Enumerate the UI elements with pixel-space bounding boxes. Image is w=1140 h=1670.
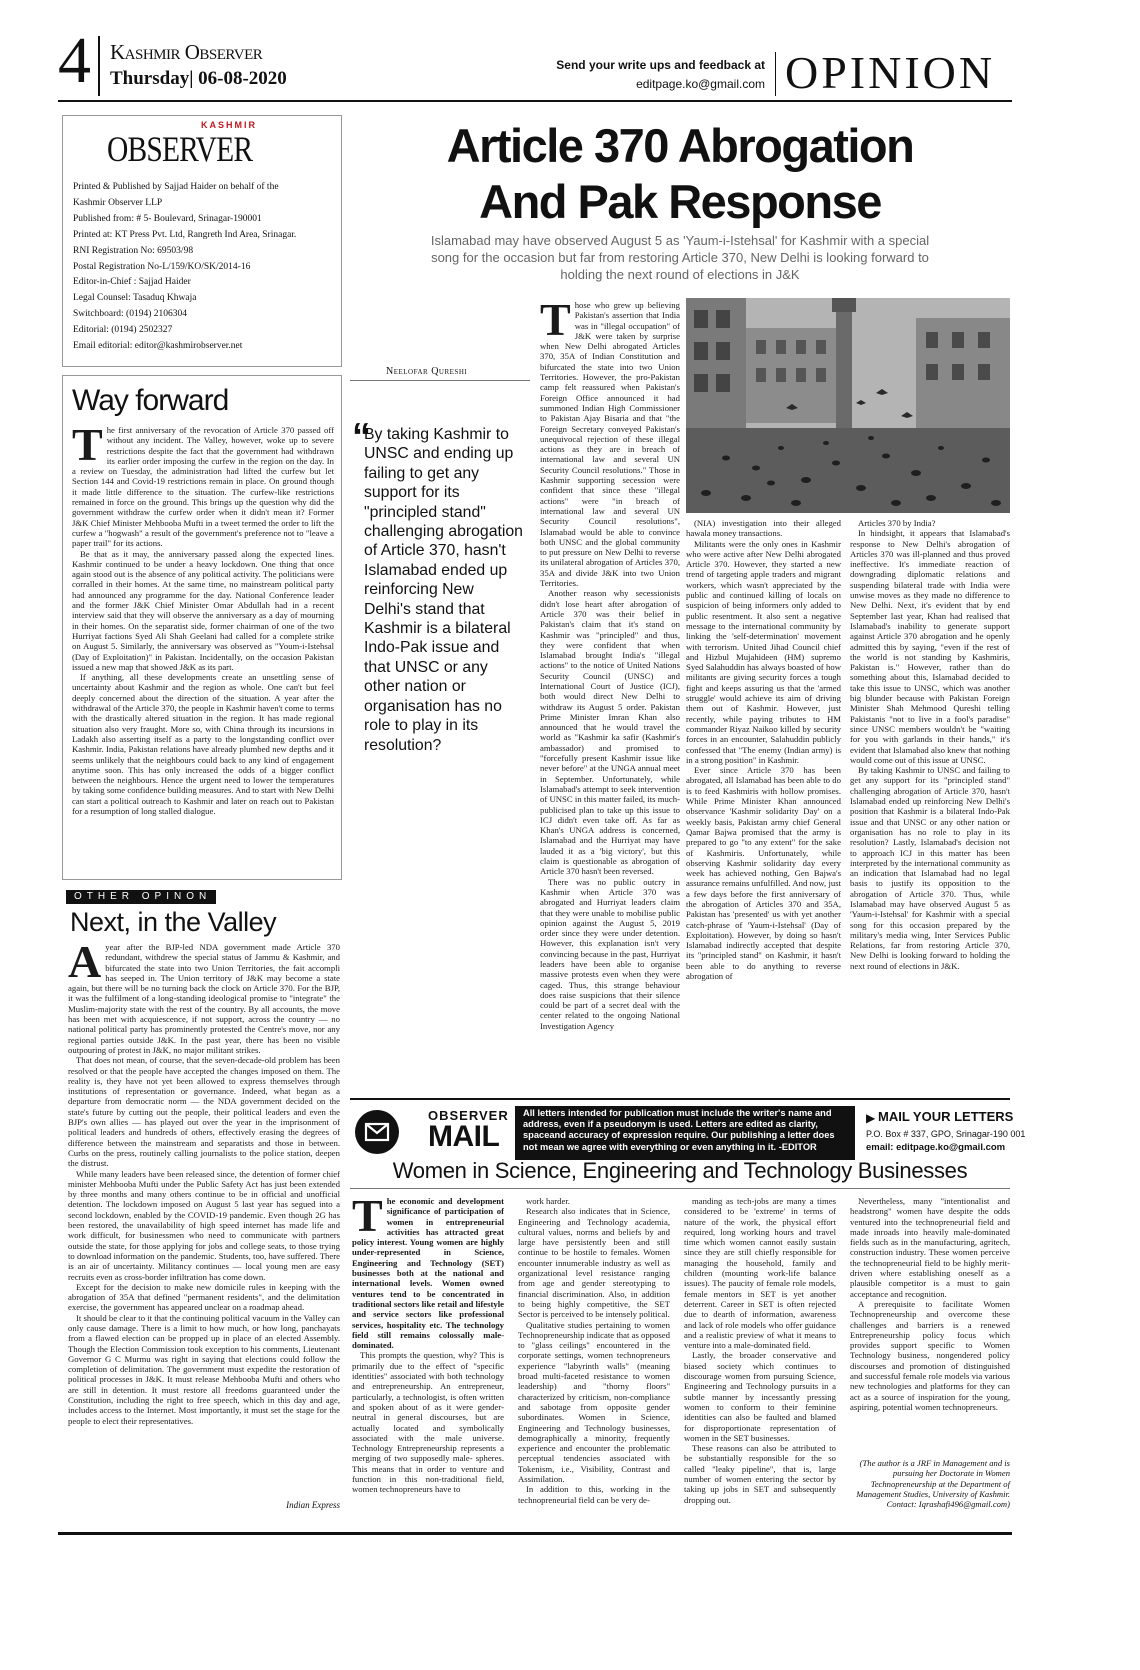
paragraph: Research also indicates that in Science, Engineering and Technology academia, cultural values, norms and beliefs by and large have persistently been and still continue to be hostile to females. Women encounter innumerable industry as well as organizational level resistance ranging from age and gender stereotyping to financial discrimination. Also, in addition to being highly competitive, the SET Sector is perceived to be intensely political. [518,1206,670,1320]
editorial-body [72,425,334,873]
paragraph: A year after the BJP-led NDA government made Article 370 redundant, withdrew the special status of Jammu & Kashmir, and bifurcated the state into two Union Territories, the fait accompli has seeped in. The Union territory of J&K may become a state again, but there will be no turning back the clock on Article 370. For the BJP, it was the fulfilment of a long-standing ideological promise to "integrate" the Muslim-majority state with the rest of the country. By all accounts, the move has been met with acquiescence, if not support, across the country — no national political party has prominently protested the Centre's move, nor any regional parties outside J&K. In the past year, there has been no visible outpouring of protest in J&K, no major militant strikes. [68,942,340,1055]
paragraph: Be that as it may, the anniversary passed along the expected lines. Kashmir continued to be under a heavy lockdown. One thing that once again stood out is the absence of any political activity. The politicians were corralled in their homes. At the same time, no mainstream political party had announced any programme for the day. National Conference leader and the former J&K Chief Minister Omar Abdullah had in a recent interview said that they will observe the anniversary as a day of mourning in their homes. On the separatist side, former chairman of one of the two Hurriyat factions Syed Ali Shah Geelani had called for a complete strike on August 5. Similarly, the anniversary was observed as "Youm-i-Istehsal (Day of Exploitation)" in Pakistan. Incidentally, on the occasion Pakistan issued a new map that showed J&K as its part. [72,548,334,672]
lead-photo [686,298,1010,513]
imprint-logo: OBSERVER [107,129,253,169]
letter-column-2 [518,1196,670,1521]
paragraph: Militants were the only ones in Kashmir who were active after New Delhi abrogated Article 370. However, they started a new trend of targeting apple traders and migrant workers, which wasn't appreciated by the public and continued killing of locals on suspicion of being informers only added to public resentment. It also sent a negative message to the international community by linking the 'self-determination' movement with terrorism. United Jihad Council chief and Hizbul Mujahideen (HM) supremo Syed Salahuddin has always boasted of how militants are giving security forces a tough fight and keeps assuring us that the 'armed struggle' would achieve its aim of driving them out of Kashmir. However, just recently, while paying tributes to HM commander Riyaz Naikoo killed by security forces in an encounter, Salahuddin publicly confessed that "The enemy (Indian army) is in a strong position" in Kashmir. [686,538,841,765]
letter-intro: The economic and development significance of participation of women in entrepreneurial activities has attracted great policy interest. Young women are highly under-represented in Science, Engineering and Technology (SET) businesses both at the national and international levels. Women owned ventures tend to be concentrated in traditional sectors like retail and lifestyle and service sectors like professional services, hospitality etc. The technology field still remains colossally male-dominated. [352,1196,504,1351]
imprint-line: Email editorial: editor@kashmirobserver.net [73,341,243,352]
feedback-email[interactable]: editpage.ko@gmail.com [636,77,765,91]
letter-column-1 [352,1196,504,1521]
other-opinion-source: Indian Express [286,1500,340,1510]
editorial-title: Way forward [72,384,229,417]
masthead-number-divider [98,36,100,96]
paragraph: Articles 370 by India? [858,518,936,528]
lead-column-3 [850,518,1010,1035]
letter-title-rule [350,1188,1010,1189]
imprint-box [62,115,342,367]
mail-arrow-icon: ▶ [866,1111,876,1125]
masthead-bottom-rule [58,100,1012,102]
mail-email[interactable]: email: editpage.ko@gmail.com [866,1142,1006,1153]
letter-title: Women in Science, Engineering and Technology Businesses [392,1158,968,1183]
other-opinion-label: OTHER OPINON [66,890,216,904]
lead-column-1 [540,300,680,1035]
other-opinion-body [68,942,340,1500]
drop-cap: A [68,942,102,987]
date-line: Thursday| 06-08-2020 [110,68,287,89]
mail-notice: All letters intended for publication must include the writer's name and address, even if a pseudonym is used. Letters are edited as clarity, spaceand accuracy of expression require. Our publishing a letter does not mean we agree with everything or even anything in it. -EDITOR [515,1106,855,1160]
paragraph: Qualitative studies pertaining to women Technopreneurship indicate that as opposed to "glass ceilings" encountered in the corporate settings, women technopreneurs experience "labyrinth walls" (meaning broad multi-faceted resistance to women leadership) and "thorny floors" characterized by criticism, non-compliance and sabotage from opposite gender subordinates. Women in Science, Engineering and Technology businesses, demographically a minority, frequently experience and encounter the problematic perceptual tendencies associated with Tokenism, i.e., Visibility, Contrast and Assimilation. [518,1319,670,1485]
mail-label-big: MAIL [428,1120,500,1153]
paragraph: That does not mean, of course, that the seven-decade-old problem has been resolved or that the people have accepted the changes imposed on them. The reality is, they have not yet been allowed to express themselves through institutions of representation or governance. Indeed, what began as a departure from democratic norm — the NDA government decided on the state's future by cutting out the people, their political leaders and even the BJP's own allies — has played out over the year in the imprisonment of political leaders and hundreds of others, effectively erasing the degrees of difference between the mainstream and separatists and those in between. Curbs on the press, routinely calling journalists to the police station, deepen the distrust. [68,1055,340,1169]
lead-headline-1: Article 370 Abrogation [446,119,914,172]
pigeons-square-photo [686,298,1010,513]
mail-label-top: OBSERVER [428,1108,509,1123]
paragraph: It should be clear to it that the continuing political vacuum in the Valley can only cause damage. There is a limit to how much, or how long, panchayats from a flawed election can be propped up in place of an elected Assembly. Though the Election Commission took exception to his comments, Lieutenant Governor G C Murmu was right in saying that elections could follow the completion of delimitation. The government must expedite the restoration of political processes in J&K. It must release Mehbooba Mufti and others who are still in detention. It must restore all freedoms guaranteed under the Constitution, including the right to free speech, which in this day and age, includes access to the Internet. Most importantly, it must set the stage for the people to elect their representatives. [68,1312,340,1426]
paragraph: A prerequisite to facilitate Women Technopreneurship and overcome these challenges and barriers is a renewed Entrepreneurship policy focus which provides support specific to Women Technology business, nongendered policy discourses and promotion of distinguished and successful female role models via various new technologies and platforms for they can act as a source of inspiration for the young, aspiring, potential women technopreneurs. [850,1298,1010,1412]
paragraph: These reasons can also be attributed to be substantially responsible for the so called "leaky pipeline", that is, large number of women entering the sector by taking up jobs in SET and subsequently dropping out. [684,1443,836,1505]
paragraph: Those who grew up believing Pakistan's assertion that India was in "illegal occupation" of J&K were taken by surprise when New Delhi abrogated Articles 370, 35A of Indian Constitution and bifurcated the state into two Union Territories. However, the pro-Pakistan camp felt reassured when Pakistan's Foreign Office announced it had summoned Indian High Commissioner to Pakistan Ajay Bisaria and that "the Foreign Secretary conveyed Pakistan's unequivocal rejection of these illegal actions as they are in breach of international law and several UN Security Council resolutions." Those in Kashmir supporting secession were confident that since these "illegal actions" were "in breach of international law and several UN Security Council resolutions", Islamabad would be able to convince both UNSC and the global community to put pressure on New Delhi to reverse its unilateral abrogation of Articles 370, 35A and divide J&K into two Union Territories. [540,300,680,589]
letter-column-4 [850,1196,1010,1458]
imprint-line: Printed at: KT Press Pvt. Ltd, Rangreth Ind Area, Srinagar. [73,229,297,240]
imprint-line: Legal Counsel: Tasaduq Khwaja [73,293,197,304]
lead-column-2 [686,518,841,1035]
imprint-line: Editor-in-Chief : Sajjad Haider [73,277,191,288]
byline: Neelofar Qureshi [386,366,468,377]
paragraph: While many leaders have been released since, the detention of former chief minister Mehbooba Mufti under the Public Safety Act has just been extended by three months and many others continue to be in official and unofficial detention. The lockdown imposed on August 5 last year has segued into a second lockdown, enabled by the COVID-19 pandemic. Even though 2G has been restored, the unavailability of high speed internet has made life and work difficult, for businessmen who need to communicate with partners outside the state, for those applying for jobs and college seats, to those trying to download information on the pandemic. Students, too, have suffered. There is an air of uncertainty. Militancy continues — local young men are easy recruits even as cross-border infiltration has come down. [68,1168,340,1282]
paragraph: The first anniversary of the revocation of Article 370 passed off without any incident. The Valley, however, woke up to severe restrictions despite the fact that the government had withdrawn its earlier order imposing the curfew in the region on the day. In a review on Tuesday, the administration had lifted the curfew but let Section 144 and Covid-19 restrictions remain in place. On ground though it made little difference to the situation. The curfew-like restrictions remained in force on the ground. This brings up the question why did the government withdraw the curfew order when it didn't mean it? Former J&K Chief Minister Mehbooba Mufti in a tweet termed the order to lift the curfew a "hogwash" a result of the government's preference not to "leave a paper trail" for its actions. [72,425,334,549]
imprint-line: RNI Registration No: 69503/98 [73,245,194,256]
pullquote: By taking Kashmir to UNSC and ending up failing to get any support for its "principled stand" challenging abrogation of Article 370, hasn't Islamabad ended up reinforcing New Delhi's stand that Kashmir is a bilateral Indo-Pak issue and that UNSC or any other nation or organisation has no role to play in its resolution? [364,426,523,754]
section-title: OPINION [785,47,996,98]
imprint-line: Editorial: (0194) 2502327 [73,325,173,336]
paragraph: Another reason why secessionists didn't lose heart after abrogation of Article 370 was their belief in Pakistan's claim that it's stand on Kashmir was "principled" and thus, they were confident that when Islamabad brought India's "illegal actions" to the notice of United Nations Security Council (UNSC) and International Court of Justice (ICJ), both would direct New Delhi to withdraw its August 5 order. Pakistan Prime Minister Imran Khan also announced that he would travel the world as "Kashmir ka safir (Kashmir's ambassador) and promised to "forcefully present Kashmir issue like never before" at the UNGA annual meet in September. Unfortunately, while Islamabad's attempt to seek intervention of UNSC in this matter failed, its much-publicised plan to take up this issue to ICJ didn't even take off. As far as Khan's UNGA address is concerned, Islamabad and the Hurriyat may have lauded it as a 'big victory', but this claim is questionable as abrogation of Article 370 hasn't been reversed. [540,588,680,877]
imprint-line: Switchboard: (0194) 2106304 [73,309,187,320]
byline-rule [350,380,530,381]
mail-envelope-icon [355,1110,399,1154]
paragraph: In addition to this, working in the technopreneurial field can be very de- [518,1484,670,1505]
paragraph: If anything, all these developments create an unsettling sense of uncertainty about Kashmir and the region as whole. One can't but feel deeply concerned about the direction of the situation. A year after the withdrawal of the Article 370, the people in Kashmir haven't come to terms with the drastically altered situation in the region. It has made regional situation also very fraught. More so, with China through its incursions in Ladakh also asserting itself as a party to the longstanding conflict over Kashmir. India, Pakistan relations have already plumbed new depths and it seems unlikely that the neighbours could back to any kind of engagement anytime soon. This has only increased the odds of a bigger conflict between the neighbours. Hence the urgent need to lower the temperatures by taking some confidence building measures. And to start with New Delhi can start a political outreach to Kashmir and later on reach out to Pakistan for a resumption of long stalled dialogue. [72,672,334,816]
paper-name: Kashmir Observer [110,40,263,64]
drop-cap: T [72,425,103,470]
mail-your-letters: MAIL YOUR LETTERS [878,1109,1014,1124]
page-number: 4 [58,24,91,97]
paragraph: Except for the decision to make new domicile rules in keeping with the abrogation of 35A that defined "permanent residents", and the delimitation exercise, the government has appeared unclear on a roadmap ahead. [68,1281,340,1313]
section-divider [775,52,776,96]
imprint-line: Kashmir Observer LLP [73,197,163,208]
other-opinion-title: Next, in the Valley [70,907,277,937]
feedback-text: Send your write ups and feedback at [556,58,765,72]
mail-address: P.O. Box # 337, GPO, Srinagar-190 001 [866,1129,1026,1139]
imprint-line: Postal Registration No-L/159/KO/SK/2014-16 [73,261,251,272]
drop-cap: T [540,300,571,345]
lead-headline-2: And Pak Response [479,175,881,228]
paragraph: In hindsight, it appears that Islamabad's response to New Delhi's abrogation of Articles 370 was ill-planned and thus proved ineffective. It's immediate reaction of downgrading diplomatic relations and suspending bilateral trade with India were unwise moves as they made no difference to New Delhi. Next, it's evident that by end September last year, Khan had realised that Islamabad's inability to generate support against Article 370 abrogation and he openly admitted this by saying, "even if the rest of the world is not standing by Kashmiris, Pakistan is." However, rather than do something about this, Islamabad decided to take this issue to UNSC, which was another big blunder because with Pakistan Foreign Minister Shah Mehmood Qureshi telling Pakistanis "not to live in a fool's paradise" since UNSC members wouldn't be "waiting for you with garlands in their hands," it's evident that Islamabad also knew that nothing would come out of this issue at UNSC. [850,528,1010,765]
imprint-logo-small: KASHMIR [201,120,257,130]
paragraph: By taking Kashmir to UNSC and failing to get any support for its "principled stand" challenging abrogation of Article 370, hasn't Islamabad ended up reinforcing New Delhi's position that Kashmir is a bilateral Indo-Pak issue and that UNSC or any other nation or organisation has no role to play in its resolution? Lastly, Islamabad's decision not to approach ICJ in this matter has been interpreted by the international community as an indication that Islamabad had no legal basis to justify its opposition to the abrogation of Article 370. Thus, while Islamabad may have observed August 5 as 'Yaum-i-Istehsal' for Kashmir with a special song for this occasion prepared by the military's media wing, Inter Services Public Relations, far from restoring Article 370, New Delhi is looking forward to holding the next round of elections in J&K. [850,765,1010,971]
letter-column-3 [684,1196,836,1521]
paragraph: Nevertheless, many "intentionalist and headstrong" women have despite the odds ventured into the technopreneurial field and made inroads into heavily male-dominated fields such as in the manufacturing, agritech, construction industry. These women perceive the technopreneurial field to be highly merit-driven where establishing oneself as a plausible competitor is a must to gain acceptance and recognition. [850,1196,1010,1299]
paragraph: This prompts the question, why? This is primarily due to the effect of "specific identities" associated with both technology and entrepreneurship. An entrepreneur, particularly, a technologist, is often written and spoken about of as it were gender-neutral in general discourses, but are actually located and symbolically associated with the male universe. Technology Entrepreneurship represents a merging of two supposedly male- spheres. This means that in order to venture and function in this non-traditional field, women technopreneurs have to [352,1350,504,1495]
mail-top-rule [350,1098,1010,1100]
imprint-line: Published from: # 5- Boulevard, Srinagar-190001 [73,213,262,224]
pullquote-mark: “ [352,416,371,458]
letter-author-note: (The author is a JRF in Management and is pursuing her Doctorate in Women Technopreneurship at the Department of Management Studies, University of Kashmir. Contact: Iqrashafi496@gmail.com) [856,1458,1010,1510]
paragraph: There was no public outcry in Kashmir when Article 370 was abrogated and Hurriyat leaders claim that they were unable to mobilise public opinion against the August 5, 2019 order since they were under detention. However, this explanation isn't very convincing because in the past, Hurriyat leaders have been able to organise massive protests even when they were caged. Thus, this strange behaviour does raise suspicions that their silence could be part of a secret deal with the center related to the ongoing National Investigation Agency [540,876,680,1031]
page-bottom-rule [58,1532,1012,1535]
paragraph: work harder. [526,1196,570,1206]
paragraph: Ever since Article 370 has been abrogated, all Islamabad has been able to do is to feed Kashmiris with hollow promises. While Prime Minister Khan announced observance 'Kashmir solidarity Day' on a weekly basis, Pakistan army chief General Qamar Bajwa promised that the army is prepared to go "to any extent" for the sake of Kashmiris. Unfortunately, while observing Kashmir solidarity day every week has achieved nothing, Gen Bajwa's assurance remains unfulfilled. And now, just a few days before the first anniversary of the abrogation of Articles 370 and 35A, Pakistan has 'presented' us with yet another catch-phrase of 'Yaum-i-Istehsal' (Day of Exploitation). However, by doing so hasn't Islamabad indirectly accepted that despite its "principled stand" on Kashmir, it hasn't been able to do anything to reverse abrogation of [686,765,841,982]
paragraph: Lastly, the broader conservative and biased society which continues to discourage women from pursuing Science, Engineering and Technology pursuits in a subtle manner by incessantly pressing women to conform to their feminine identities can also be faulted and blamed for disproportionate representation of women in the SET businesses. [684,1350,836,1443]
paragraph: (NIA) investigation into their alleged hawala money transactions. [686,518,841,539]
imprint-line: Printed & Published by Sajjad Haider on behalf of the [73,182,279,192]
paragraph: manding as tech-jobs are many a times considered to be 'extreme' in terms of nature of the work, the physical effort required, long working hours and travel time which women cannot easily sustain since they are still chiefly responsible for managing the household, family and children (mounting work-life balance issues). The paucity of female role models, female mentors in SET is yet another deterrent. Career in SET is often rejected due to dearth of information, awareness and lack of role models who offer guidance and a realistic preview of what it means to venture into a male-dominated field. [684,1196,836,1351]
lead-deck: Islamabad may have observed August 5 as 'Yaum-i-Istehsal' for Kashmir with a special song for the occasion but far from restoring Article 370, New Delhi is looking forward to holding the next round of elections in J&K [430,233,930,282]
drop-cap: T [352,1196,383,1241]
imprint-details [73,180,338,355]
